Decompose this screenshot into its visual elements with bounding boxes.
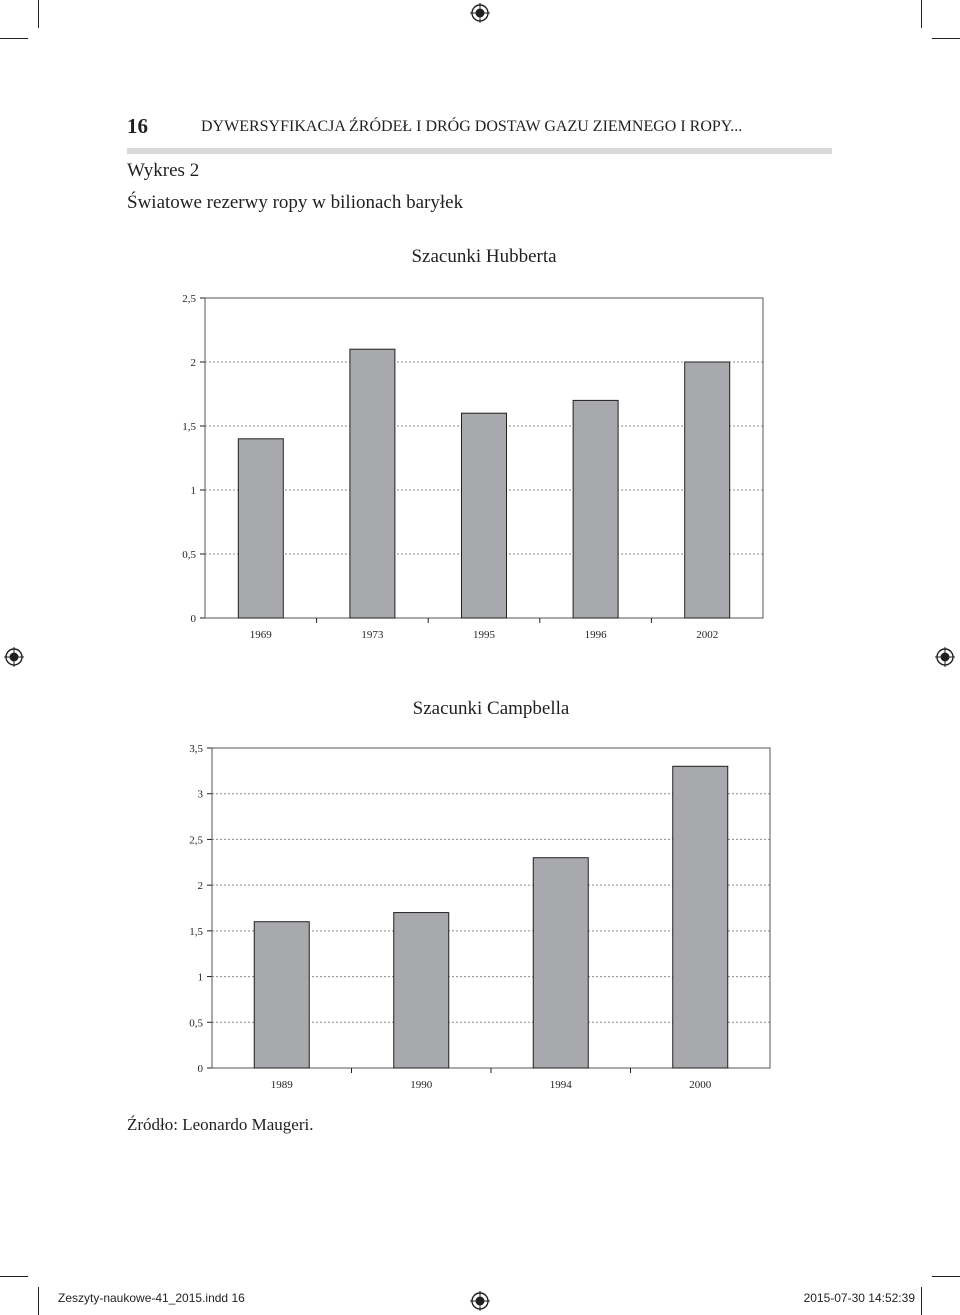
bar: [254, 922, 309, 1068]
slug-timestamp: 2015-07-30 14:52:39: [803, 1291, 915, 1305]
x-tick-label: 1989: [270, 1079, 293, 1091]
y-tick-label: 0,5: [189, 1017, 203, 1030]
figure-caption: Światowe rezerwy ropy w bilionach baryłek: [127, 192, 464, 213]
chart-hubbert: [0, 240, 960, 645]
running-head: [127, 114, 832, 154]
bar: [673, 766, 728, 1068]
bar: [238, 439, 283, 618]
registration-mark-icon: [935, 647, 955, 667]
source-note: Źródło: Leonardo Maugeri.: [127, 1115, 314, 1134]
running-title: DYWERSYFIKACJA ŹRÓDEŁ I DRÓG DOSTAW GAZU ZIEMNEGO I ROPY...: [201, 118, 743, 135]
chart-title: Szacunki Hubberta: [411, 246, 557, 267]
x-tick-label: 1996: [584, 629, 607, 641]
x-tick-label: 1990: [410, 1079, 433, 1091]
y-tick-label: 0: [197, 1063, 203, 1075]
crop-mark: [0, 1276, 28, 1277]
registration-mark-icon: [4, 647, 24, 667]
bar: [350, 349, 395, 618]
y-tick-label: 1,5: [182, 421, 196, 433]
y-tick-label: 2,5: [182, 293, 196, 305]
y-tick-label: 2: [197, 880, 203, 893]
y-tick-label: 2,5: [189, 834, 203, 847]
y-tick-label: 3: [197, 788, 203, 801]
x-tick-label: 1973: [361, 629, 384, 641]
crop-mark: [38, 0, 39, 28]
chart-campbell: [0, 690, 960, 1095]
y-tick-label: 3,5: [189, 743, 203, 755]
registration-mark-icon: [470, 3, 490, 23]
crop-mark: [38, 1287, 39, 1315]
crop-mark: [921, 0, 922, 28]
bar: [573, 400, 618, 618]
figure-label: Wykres 2: [127, 160, 200, 181]
crop-mark: [921, 1287, 922, 1315]
y-tick-label: 0: [190, 613, 196, 625]
x-tick-label: 1995: [473, 629, 495, 641]
y-tick-label: 1: [197, 971, 203, 984]
y-tick-label: 1: [190, 485, 196, 497]
x-tick-label: 1994: [549, 1079, 572, 1091]
crop-mark: [932, 1276, 960, 1277]
page-number: 16: [127, 114, 148, 138]
y-tick-label: 0,5: [182, 549, 196, 561]
y-tick-label: 1,5: [189, 925, 203, 938]
bar: [685, 362, 730, 618]
x-tick-label: 2002: [696, 629, 719, 641]
x-tick-label: 2000: [689, 1079, 712, 1091]
x-tick-label: 1969: [249, 629, 272, 641]
bar: [533, 858, 588, 1068]
crop-mark: [932, 38, 960, 39]
slug-file-info: Zeszyty-naukowe-41_2015.indd 16: [58, 1291, 245, 1305]
registration-mark-icon: [470, 1291, 490, 1311]
crop-mark: [0, 38, 28, 39]
bar: [462, 413, 507, 618]
chart-title: Szacunki Campbella: [412, 698, 570, 719]
y-tick-label: 2: [190, 357, 196, 369]
bar: [394, 913, 449, 1068]
